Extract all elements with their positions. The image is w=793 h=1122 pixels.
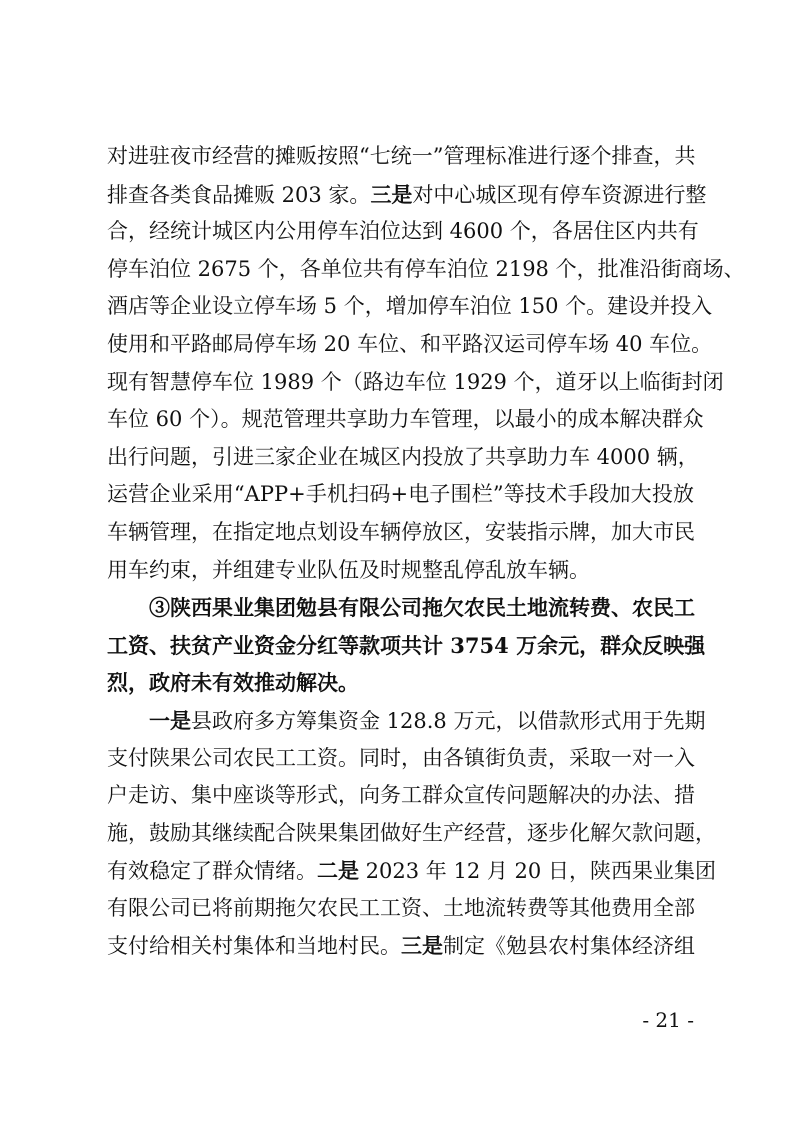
- text-line: 有效稳定了群众情绪。二是 2023 年 12 月 20 日，陕西果业集团: [107, 858, 716, 884]
- text-line: 运营企业采用“APP+手机扫码+电子围栏”等技术手段加大投放: [107, 482, 694, 507]
- text-line: 支付给相关村集体和当地村民。三是制定《勉县农村集体经济组: [107, 933, 695, 959]
- text-line: 合，经统计城区内公用停车泊位达到 4600 个，各居住区内共有: [107, 219, 699, 244]
- section-heading-line: 烈，政府未有效推动解决。: [107, 670, 359, 696]
- emphasis-three: 三是: [370, 181, 413, 207]
- body-text: [107, 138, 745, 965]
- text-line: 户走访、集中座谈等形式，向务工群众宣传问题解决的办法、措: [107, 783, 695, 808]
- text-line: 车位 60 个）。规范管理共享助力车管理，以最小的成本解决群众: [107, 407, 704, 432]
- text-line: 一是县政府多方筹集资金 128.8 万元，以借款形式用于先期: [149, 707, 706, 733]
- emphasis-two: 二是: [317, 858, 359, 884]
- section-heading-line: 工资、扶贫产业资金分红等款项共计 3754 万余元，群众反映强: [107, 632, 706, 658]
- text-line: 车辆管理，在指定地点划设车辆停放区，安装指示牌，加大市民: [107, 519, 695, 544]
- text-line: 有限公司已将前期拖欠农民工工资、土地流转费等其他费用全部: [107, 895, 695, 920]
- text-line: 使用和平路邮局停车场 20 车位、和平路汉运司停车场 40 车位。: [107, 331, 713, 356]
- text-line: 对进驻夜市经营的摊贩按照“七统一”管理标准进行逐个排查，共: [107, 144, 696, 168]
- text-line: 酒店等企业设立停车场 5 个，增加停车泊位 150 个。建设并投入: [107, 294, 713, 319]
- section-heading-line: ③陕西果业集团勉县有限公司拖欠农民土地流转费、农民工: [149, 595, 695, 621]
- emphasis-one: 一是: [149, 707, 191, 733]
- text-line: 支付陕果公司农民工工资。同时，由各镇街负责，采取一对一入: [107, 745, 695, 770]
- text-line: 排查各类食品摊贩 203 家。三是对中心城区现有停车资源进行整: [107, 181, 707, 207]
- text-line: 出行问题，引进三家企业在城区内投放了共享助力车 4000 辆，: [107, 444, 699, 469]
- text-line: 用车约束，并组建专业队伍及时规整乱停乱放车辆。: [107, 557, 590, 582]
- page-number: - 21 -: [642, 1008, 694, 1032]
- text-line: 停车泊位 2675 个，各单位共有停车泊位 2198 个，批准沿街商场、: [107, 256, 745, 281]
- emphasis-three-second: 三是: [401, 933, 443, 959]
- text-line: 施，鼓励其继续配合陕果集团做好生产经营，逐步化解欠款问题，: [107, 820, 716, 845]
- text-line: 现有智慧停车位 1989 个（路边车位 1929 个，道牙以上临街封闭: [107, 369, 724, 394]
